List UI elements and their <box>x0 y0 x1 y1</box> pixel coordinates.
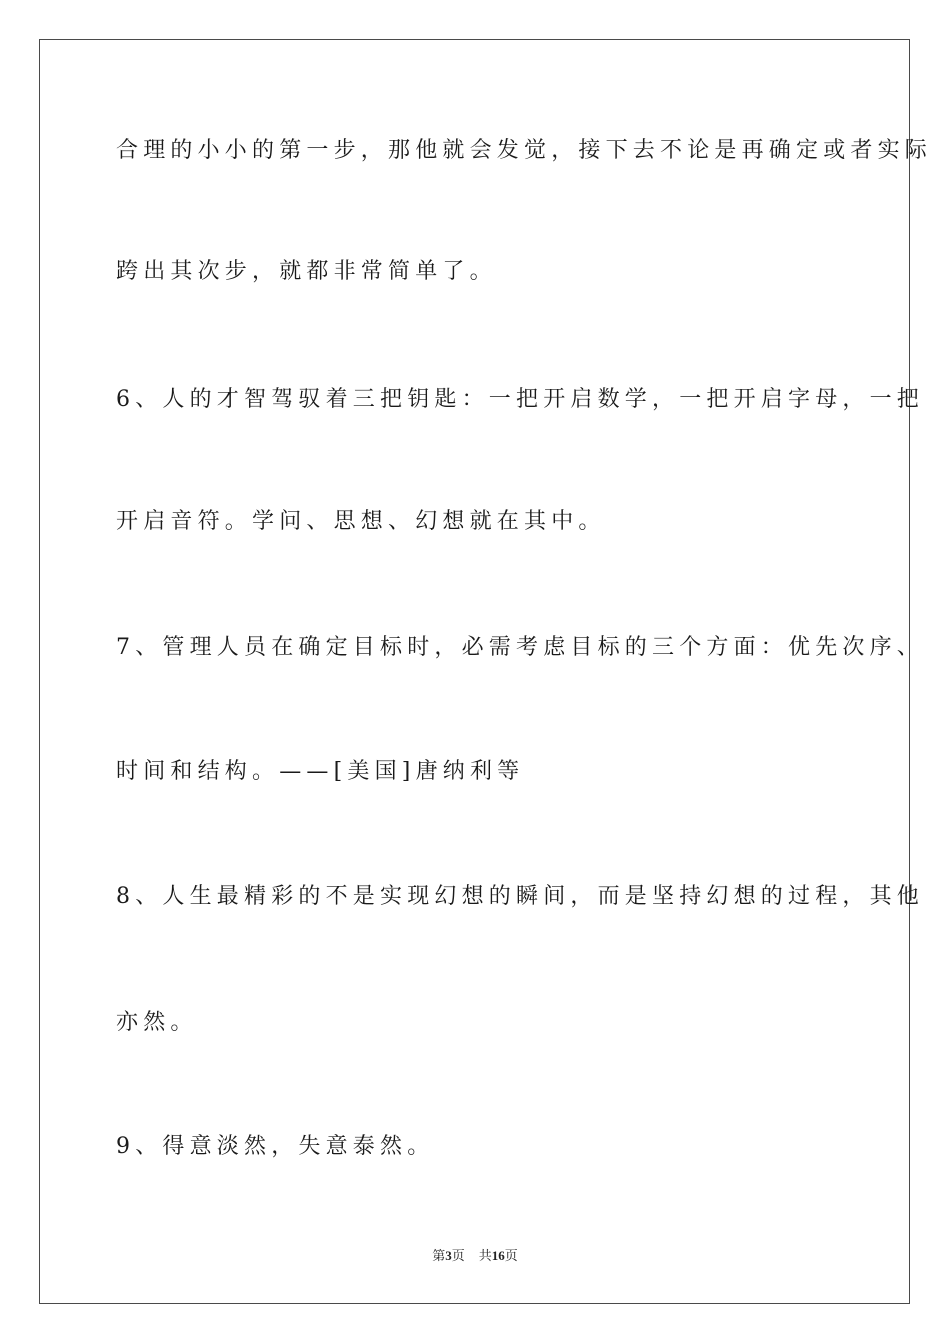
text-line: 时间和结构。——[美国]唐纳利等 <box>116 759 525 784</box>
page-border <box>39 39 910 1304</box>
text-line: 开启音符。学问、思想、幻想就在其中。 <box>116 509 606 534</box>
text-line: 7、管理人员在确定目标时，必需考虑目标的三个方面：优先次序、 <box>116 635 924 660</box>
total-suffix: 页 <box>504 1248 518 1263</box>
text-line: 合理的小小的第一步，那他就会发觉，接下去不论是再确定或者实际 <box>116 138 933 163</box>
text-line: 8、人生最精彩的不是实现幻想的瞬间，而是坚持幻想的过程，其他 <box>116 884 924 909</box>
text-line: 9、得意淡然，失意泰然。 <box>116 1134 435 1159</box>
page-number: 3 <box>445 1248 452 1263</box>
page-prefix: 第 <box>432 1248 446 1263</box>
text-line: 6、人的才智驾驭着三把钥匙：一把开启数学，一把开启字母，一把 <box>116 387 924 412</box>
text-line: 跨出其次步，就都非常简单了。 <box>116 259 497 284</box>
text-line: 亦然。 <box>116 1010 198 1035</box>
total-prefix: 共 <box>478 1248 492 1263</box>
page-suffix: 页 <box>451 1248 465 1263</box>
page-footer <box>0 1247 950 1265</box>
total-pages: 16 <box>491 1248 505 1263</box>
